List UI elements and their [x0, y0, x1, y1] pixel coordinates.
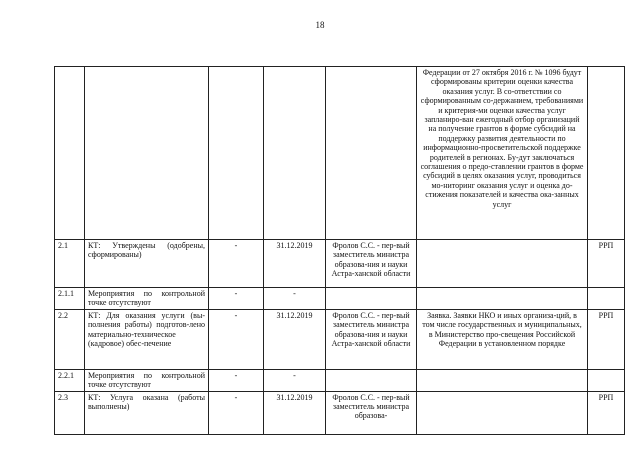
cell-num: 2.3: [55, 391, 85, 434]
plan-table: [54, 66, 625, 435]
cell-result: Заявка. Заявки НКО и иных организа-ций, в том числе государственных и муниципальных, в Министерство про-свещения Российской Федерации в установленном порядке: [417, 309, 588, 369]
page-number: 18: [315, 20, 325, 30]
cell-title: КТ: Утверждены (одобрены, сформированы): [85, 240, 209, 288]
cell-end: -: [264, 288, 326, 310]
cell-level: [588, 369, 625, 391]
cell-end: 31.12.2019: [264, 240, 326, 288]
cell-num: 2.1.1: [55, 288, 85, 310]
cell-result: [417, 391, 588, 434]
cell-responsible: Фролов С.С. - пер-вый заместитель министра образова-ния и науки Астра-ханской области: [326, 309, 417, 369]
cell-title: [85, 67, 209, 240]
cell-result: [417, 240, 588, 288]
table-row: [55, 369, 625, 391]
cell-level: РРП: [588, 391, 625, 434]
cell-end: [264, 67, 326, 240]
cell-start: -: [209, 288, 264, 310]
table-row: [55, 240, 625, 288]
cell-start: -: [209, 391, 264, 434]
cell-responsible: [326, 67, 417, 240]
table-row: [55, 288, 625, 310]
cell-end: 31.12.2019: [264, 391, 326, 434]
table-row: [55, 67, 625, 240]
cell-title: КТ: Для оказания услуги (вы-полнения работы) подготов-лено материально-техническое (кадровое) обес-печение: [85, 309, 209, 369]
cell-start: -: [209, 369, 264, 391]
cell-num: 2.2: [55, 309, 85, 369]
cell-title: КТ: Услуга оказана (работы выполнены): [85, 391, 209, 434]
cell-title: Мероприятия по контрольной точке отсутствуют: [85, 288, 209, 310]
cell-end: -: [264, 369, 326, 391]
cell-level: РРП: [588, 309, 625, 369]
cell-num: [55, 67, 85, 240]
cell-level: [588, 67, 625, 240]
cell-num: 2.1: [55, 240, 85, 288]
table-row: [55, 391, 625, 434]
cell-level: [588, 288, 625, 310]
cell-start: -: [209, 309, 264, 369]
cell-result: Федерации от 27 октября 2016 г. № 1096 будут сформированы критерии оценки качества оказания услуг. В со-ответствии со сформированным со-держанием, требованиями и критерия-ми оценки качества услуг запланиро-ван ежегодный отбор организаций на получение грантов в форме субсидий на поддержку развития деятельности по информационно-просветительской поддержке родителей в регионах. Бу-дут заключаться соглашения о предо-ставлении грантов в форме субсидий в целях оказания услуг, проводиться мо-ниторинг оказания услуг и оценка до-стижения показателей и качества ока-занных услуг: [417, 67, 588, 240]
cell-start: -: [209, 240, 264, 288]
cell-responsible: Фролов С.С. - пер-вый заместитель министра образова-ния и науки Астра-ханской области: [326, 240, 417, 288]
cell-responsible: [326, 288, 417, 310]
table-row: [55, 309, 625, 369]
cell-end: 31.12.2019: [264, 309, 326, 369]
cell-result: [417, 288, 588, 310]
cell-title: Мероприятия по контрольной точке отсутствуют: [85, 369, 209, 391]
cell-num: 2.2.1: [55, 369, 85, 391]
cell-responsible: Фролов С.С. - пер-вый заместитель министра образова-: [326, 391, 417, 434]
cell-responsible: [326, 369, 417, 391]
cell-result: [417, 369, 588, 391]
cell-level: РРП: [588, 240, 625, 288]
cell-start: [209, 67, 264, 240]
